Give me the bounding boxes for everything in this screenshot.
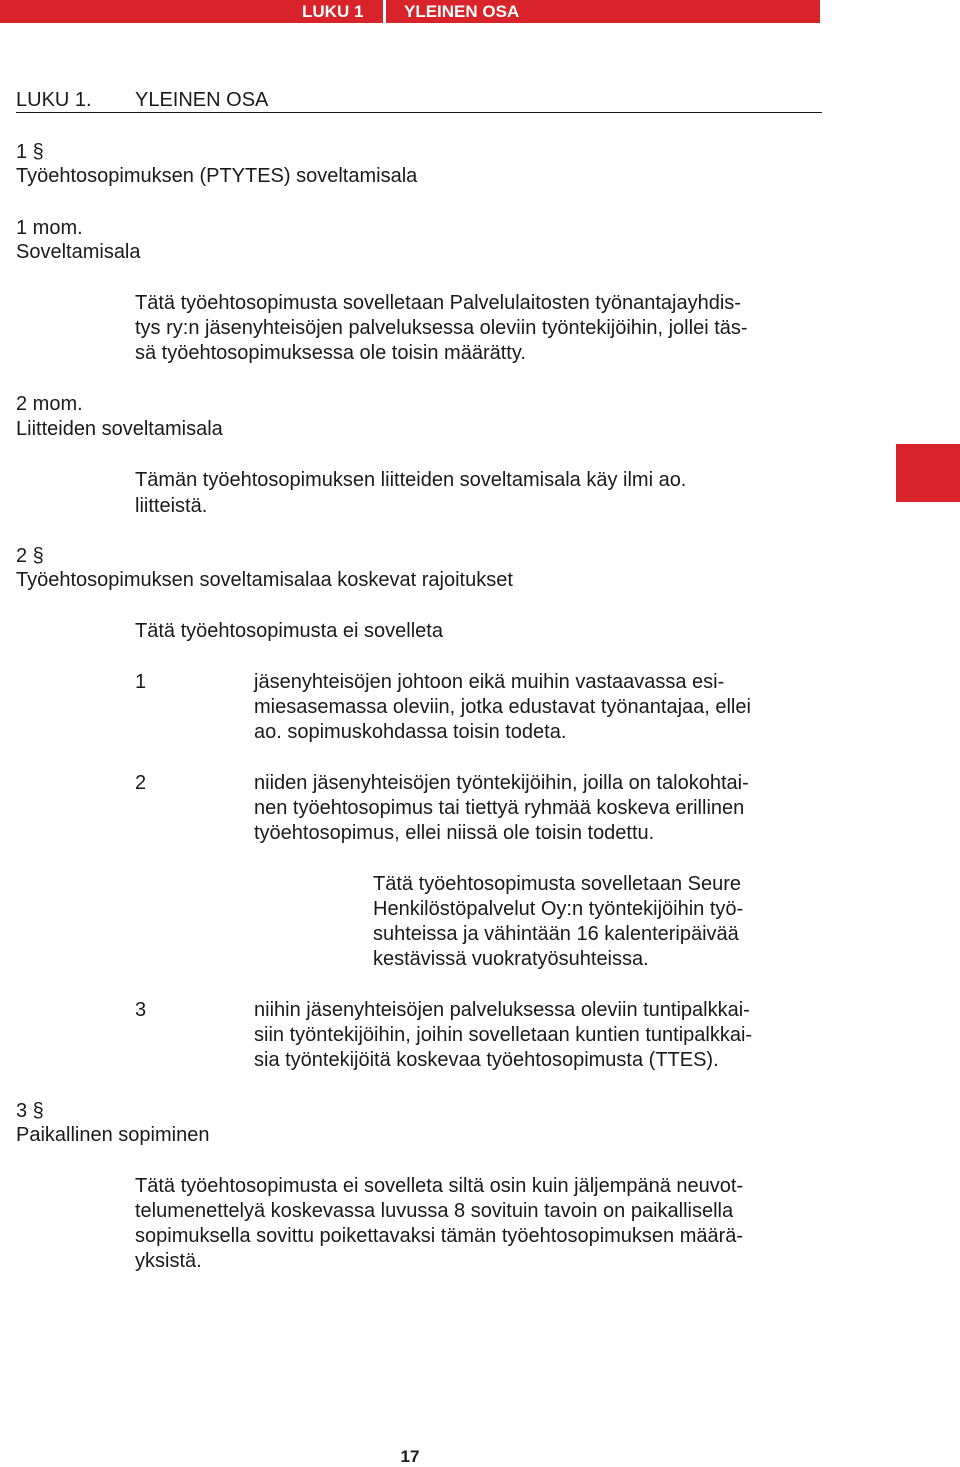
- chapter-number: LUKU 1.: [16, 89, 92, 111]
- item-3-number: 3: [135, 999, 147, 1021]
- note-line: kestävissä vuokratyösuhteissa.: [373, 948, 649, 970]
- header-title: YLEINEN OSA: [404, 2, 520, 21]
- note-line: suhteissa ja vähintään 16 kalenteripäivää: [373, 923, 739, 945]
- section-3-text-line: yksistä.: [135, 1250, 202, 1272]
- mom-1-text-line: sä työehtosopimuksessa ole toisin määrätty.: [135, 342, 526, 364]
- chapter-rule: [16, 112, 822, 113]
- mom-2-text-line: Tämän työehtosopimuksen liitteiden soveltamisala käy ilmi ao.: [135, 469, 687, 491]
- item-2-number: 2: [135, 772, 147, 794]
- mom-2-title: Liitteiden soveltamisala: [16, 418, 223, 440]
- note-line: Henkilöstöpalvelut Oy:n työntekijöihin työ-: [373, 898, 744, 920]
- item-3-line: sia työntekijöitä koskevaa työehtosopimusta (TTES).: [254, 1049, 719, 1071]
- mom-1-text-line: Tätä työehtosopimusta sovelletaan Palvelulaitosten työnantajayhdis-: [135, 292, 741, 314]
- section-1-number: 1 §: [16, 141, 44, 163]
- item-3-line: siin työntekijöihin, joihin sovelletaan kuntien tuntipalkkai-: [254, 1024, 753, 1046]
- running-header: [0, 0, 820, 23]
- section-3-number: 3 §: [16, 1100, 44, 1122]
- item-3-line: niihin jäsenyhteisöjen palveluksessa oleviin tuntipalkkai-: [254, 999, 750, 1021]
- header-divider: [383, 0, 386, 23]
- section-1-title: Työehtosopimuksen (PTYTES) soveltamisala: [16, 165, 418, 187]
- note-line: Tätä työehtosopimusta sovelletaan Seure: [373, 873, 741, 895]
- section-3-title: Paikallinen sopiminen: [16, 1124, 210, 1146]
- section-3-text-line: Tätä työehtosopimusta ei sovelleta siltä osin kuin jäljempänä neuvot-: [135, 1175, 744, 1197]
- mom-1-text-line: tys ry:n jäsenyhteisöjen palveluksessa oleviin työntekijöihin, jollei täs-: [135, 317, 748, 339]
- item-2-line: nen työehtosopimus tai tiettyä ryhmää koskeva erillinen: [254, 797, 745, 819]
- section-2-intro: Tätä työehtosopimusta ei sovelleta: [135, 620, 443, 642]
- section-2-title: Työehtosopimuksen soveltamisalaa koskevat rajoitukset: [16, 569, 513, 591]
- item-1-line: ao. sopimuskohdassa toisin todeta.: [254, 721, 567, 743]
- mom-1-number: 1 mom.: [16, 217, 83, 239]
- mom-2-number: 2 mom.: [16, 393, 83, 415]
- section-2-number: 2 §: [16, 545, 44, 567]
- chapter-side-tab: [896, 444, 960, 502]
- item-1-line: miesasemassa oleviin, jotka edustavat työnantajaa, ellei: [254, 696, 751, 718]
- section-3-text-line: sopimuksella sovittu poikettavaksi tämän työehtosopimuksen määrä-: [135, 1225, 744, 1247]
- section-3-text-line: telumenettelyä koskevassa luvussa 8 sovituin tavoin on paikallisella: [135, 1200, 734, 1222]
- item-2-line: työehtosopimus, ellei niissä ole toisin todettu.: [254, 822, 655, 844]
- item-2-line: niiden jäsenyhteisöjen työntekijöihin, joilla on talokohtai-: [254, 772, 749, 794]
- mom-1-title: Soveltamisala: [16, 241, 141, 263]
- item-1-number: 1: [135, 671, 147, 693]
- chapter-title: YLEINEN OSA: [135, 89, 269, 111]
- header-chapter: LUKU 1: [302, 2, 364, 21]
- mom-2-text-line: liitteistä.: [135, 495, 208, 517]
- item-1-line: jäsenyhteisöjen johtoon eikä muihin vastaavassa esi-: [254, 671, 725, 693]
- page-number: 17: [400, 1447, 420, 1466]
